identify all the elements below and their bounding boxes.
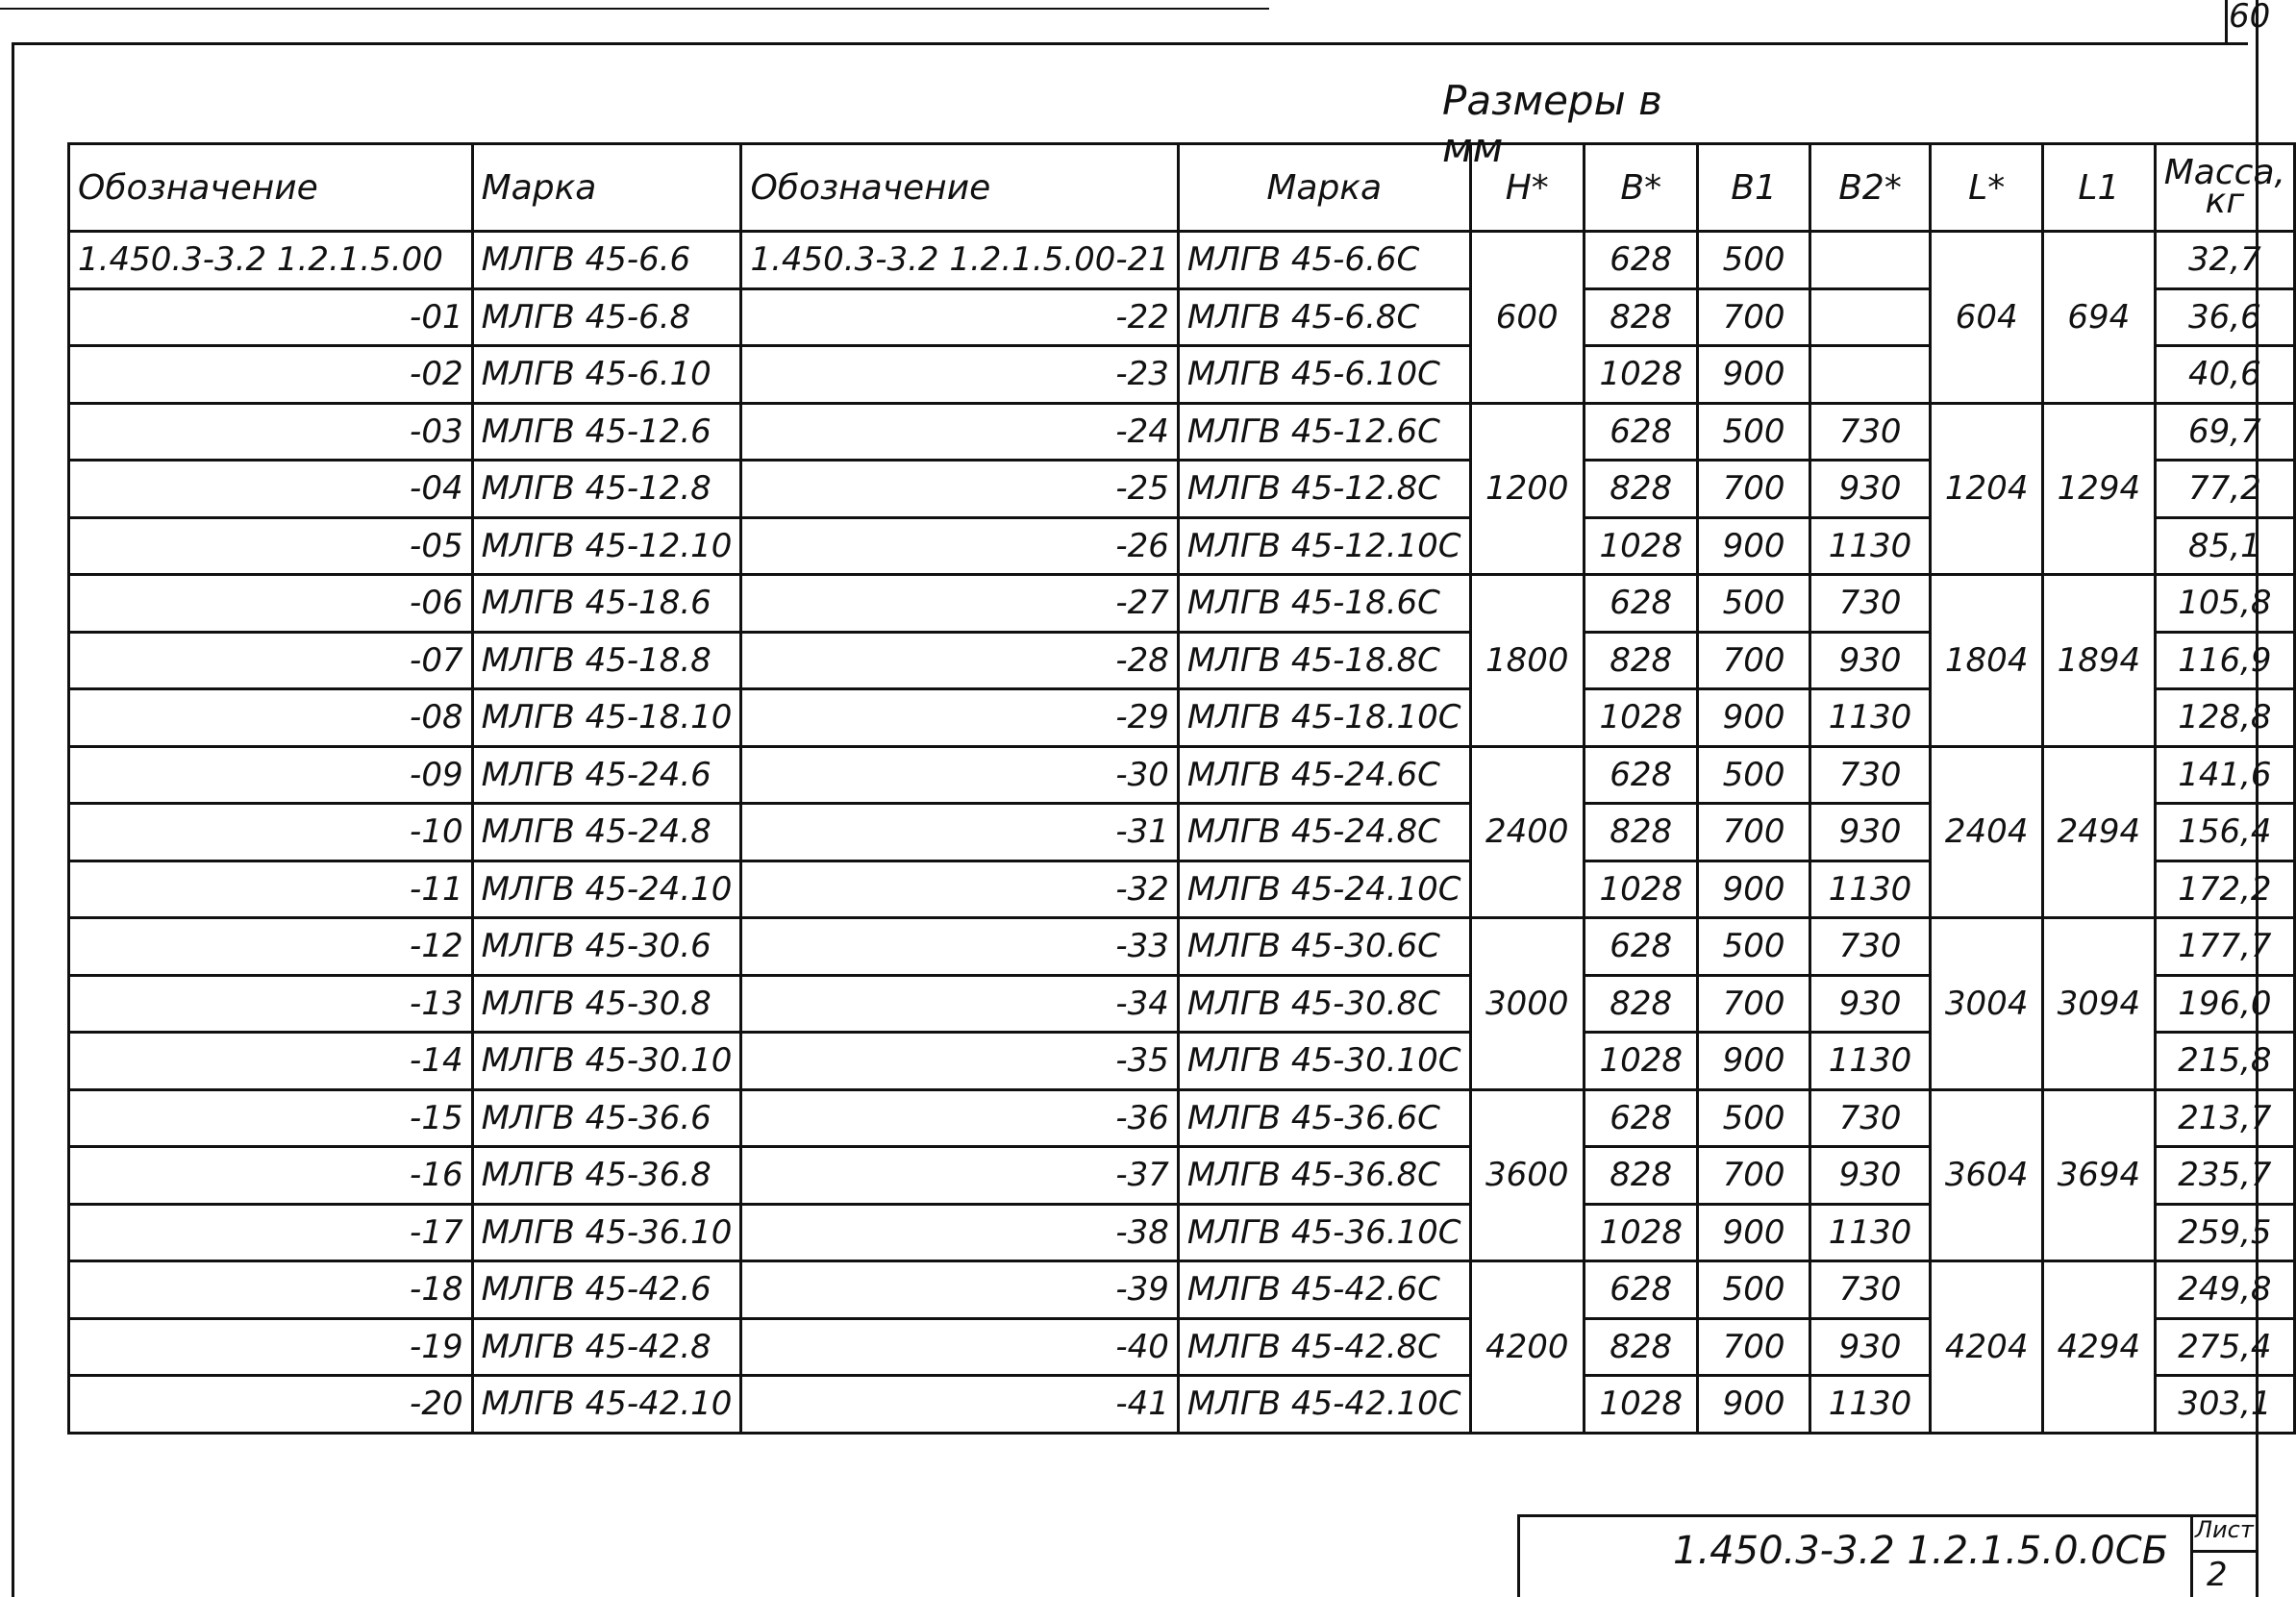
sheet-number: 2 xyxy=(2207,1556,2228,1594)
width-b1-cell: 900 xyxy=(1698,1204,1809,1261)
mass-cell: 303,1 xyxy=(2155,1376,2294,1434)
mass-cell: 40,6 xyxy=(2155,346,2294,404)
mass-cell: 141,6 xyxy=(2155,746,2294,804)
mark-cell: МЛГВ 45-18.10 xyxy=(472,689,741,747)
mass-cell: 36,6 xyxy=(2155,288,2294,346)
width-b-cell: 628 xyxy=(1585,403,1698,461)
header-h: H* xyxy=(1470,144,1584,232)
width-b1-cell: 900 xyxy=(1698,346,1809,404)
designation-cell-2: -26 xyxy=(741,517,1178,575)
designation-cell: 1.450.3-3.2 1.2.1.5.00 xyxy=(69,232,473,289)
header-designation-1: Обозначение xyxy=(69,144,473,232)
width-b-cell: 828 xyxy=(1585,1147,1698,1205)
header-b: B* xyxy=(1585,144,1698,232)
designation-cell-2: -41 xyxy=(741,1376,1178,1434)
width-b1-cell: 500 xyxy=(1698,1089,1809,1147)
mark-cell: МЛГВ 45-30.10 xyxy=(472,1033,741,1090)
mark-cell-2: МЛГВ 45-42.6С xyxy=(1178,1261,1470,1319)
designation-cell: -10 xyxy=(69,804,473,861)
designation-cell-2: -22 xyxy=(741,288,1178,346)
designation-cell: -04 xyxy=(69,461,473,518)
mass-cell: 85,1 xyxy=(2155,517,2294,575)
mark-cell: МЛГВ 45-6.10 xyxy=(472,346,741,404)
header-l: L* xyxy=(1931,144,2043,232)
mass-cell: 172,2 xyxy=(2155,861,2294,918)
height-h-cell: 3000 xyxy=(1470,918,1584,1090)
width-b2-cell xyxy=(1809,232,1931,289)
width-b-cell: 628 xyxy=(1585,575,1698,633)
mark-cell: МЛГВ 45-30.6 xyxy=(472,918,741,976)
width-b1-cell: 700 xyxy=(1698,975,1809,1033)
width-b2-cell: 1130 xyxy=(1809,517,1931,575)
length-l-cell: 604 xyxy=(1931,232,2043,404)
width-b-cell: 1028 xyxy=(1585,346,1698,404)
width-b1-cell: 500 xyxy=(1698,575,1809,633)
designation-cell: -16 xyxy=(69,1147,473,1205)
header-mark-2: Марка xyxy=(1178,144,1470,232)
mass-cell: 249,8 xyxy=(2155,1261,2294,1319)
header-mark-1: Марка xyxy=(472,144,741,232)
designation-cell: -05 xyxy=(69,517,473,575)
frame-top xyxy=(12,42,2248,45)
width-b-cell: 628 xyxy=(1585,918,1698,976)
mark-cell: МЛГВ 45-24.6 xyxy=(472,746,741,804)
width-b1-cell: 500 xyxy=(1698,1261,1809,1319)
width-b1-cell: 900 xyxy=(1698,1376,1809,1434)
width-b-cell: 828 xyxy=(1585,975,1698,1033)
mark-cell-2: МЛГВ 45-18.10С xyxy=(1178,689,1470,747)
width-b2-cell xyxy=(1809,288,1931,346)
length-l1-cell: 3094 xyxy=(2043,918,2156,1090)
mark-cell-2: МЛГВ 45-30.8С xyxy=(1178,975,1470,1033)
designation-cell: -15 xyxy=(69,1089,473,1147)
table-row xyxy=(69,1261,2295,1319)
top-rule xyxy=(0,8,1269,10)
mark-cell-2: МЛГВ 45-42.10С xyxy=(1178,1376,1470,1434)
sheet-label: Лист xyxy=(2195,1516,2254,1543)
width-b2-cell: 730 xyxy=(1809,918,1931,976)
width-b-cell: 828 xyxy=(1585,461,1698,518)
table-row xyxy=(69,575,2295,633)
width-b-cell: 1028 xyxy=(1585,1204,1698,1261)
width-b1-cell: 500 xyxy=(1698,918,1809,976)
designation-cell-2: -37 xyxy=(741,1147,1178,1205)
designation-cell-2: -36 xyxy=(741,1089,1178,1147)
mark-cell: МЛГВ 45-42.8 xyxy=(472,1318,741,1376)
mass-cell: 235,7 xyxy=(2155,1147,2294,1205)
mark-cell-2: МЛГВ 45-6.6С xyxy=(1178,232,1470,289)
length-l1-cell: 2494 xyxy=(2043,746,2156,918)
height-h-cell: 2400 xyxy=(1470,746,1584,918)
designation-cell: -19 xyxy=(69,1318,473,1376)
mass-cell: 177,7 xyxy=(2155,918,2294,976)
table-row xyxy=(69,403,2295,461)
width-b1-cell: 700 xyxy=(1698,632,1809,689)
designation-cell-2: -38 xyxy=(741,1204,1178,1261)
width-b2-cell: 930 xyxy=(1809,1318,1931,1376)
table-row xyxy=(69,1089,2295,1147)
mark-cell: МЛГВ 45-42.10 xyxy=(472,1376,741,1434)
table-row xyxy=(69,232,2295,289)
designation-cell: -08 xyxy=(69,689,473,747)
mass-cell: 213,7 xyxy=(2155,1089,2294,1147)
mass-cell: 77,2 xyxy=(2155,461,2294,518)
width-b-cell: 1028 xyxy=(1585,689,1698,747)
width-b-cell: 1028 xyxy=(1585,1033,1698,1090)
width-b1-cell: 700 xyxy=(1698,288,1809,346)
designation-cell-2: -30 xyxy=(741,746,1178,804)
mark-cell: МЛГВ 45-18.6 xyxy=(472,575,741,633)
designation-cell: -12 xyxy=(69,918,473,976)
designation-cell-2: -29 xyxy=(741,689,1178,747)
mass-cell: 32,7 xyxy=(2155,232,2294,289)
designation-cell-2: -34 xyxy=(741,975,1178,1033)
length-l-cell: 1204 xyxy=(1931,403,2043,575)
header-b2: B2* xyxy=(1809,144,1931,232)
mass-cell: 69,7 xyxy=(2155,403,2294,461)
width-b1-cell: 700 xyxy=(1698,1318,1809,1376)
width-b1-cell: 700 xyxy=(1698,1147,1809,1205)
designation-cell-2: -24 xyxy=(741,403,1178,461)
mark-cell-2: МЛГВ 45-18.8С xyxy=(1178,632,1470,689)
mark-cell-2: МЛГВ 45-24.8С xyxy=(1178,804,1470,861)
designation-cell: -18 xyxy=(69,1261,473,1319)
mark-cell: МЛГВ 45-12.6 xyxy=(472,403,741,461)
width-b-cell: 628 xyxy=(1585,232,1698,289)
mark-cell: МЛГВ 45-36.6 xyxy=(472,1089,741,1147)
width-b1-cell: 900 xyxy=(1698,517,1809,575)
width-b2-cell: 730 xyxy=(1809,1261,1931,1319)
designation-cell: -07 xyxy=(69,632,473,689)
width-b2-cell: 730 xyxy=(1809,1089,1931,1147)
width-b2-cell: 1130 xyxy=(1809,861,1931,918)
length-l-cell: 3004 xyxy=(1931,918,2043,1090)
designation-cell-2: -40 xyxy=(741,1318,1178,1376)
designation-cell: -06 xyxy=(69,575,473,633)
designation-cell: -14 xyxy=(69,1033,473,1090)
width-b1-cell: 500 xyxy=(1698,232,1809,289)
designation-cell: -11 xyxy=(69,861,473,918)
mark-cell-2: МЛГВ 45-6.10С xyxy=(1178,346,1470,404)
width-b-cell: 828 xyxy=(1585,632,1698,689)
header-l1: L1 xyxy=(2043,144,2156,232)
mass-cell: 259,5 xyxy=(2155,1204,2294,1261)
designation-cell: -03 xyxy=(69,403,473,461)
designation-cell-2: -35 xyxy=(741,1033,1178,1090)
length-l-cell: 1804 xyxy=(1931,575,2043,747)
width-b-cell: 1028 xyxy=(1585,861,1698,918)
width-b2-cell: 730 xyxy=(1809,575,1931,633)
height-h-cell: 1200 xyxy=(1470,403,1584,575)
width-b-cell: 1028 xyxy=(1585,517,1698,575)
designation-cell-2: -28 xyxy=(741,632,1178,689)
table-row xyxy=(69,918,2295,976)
mark-cell-2: МЛГВ 45-36.6С xyxy=(1178,1089,1470,1147)
height-h-cell: 600 xyxy=(1470,232,1584,404)
width-b1-cell: 900 xyxy=(1698,861,1809,918)
sizes-caption: Размеры в мм xyxy=(1442,77,1662,171)
mark-cell-2: МЛГВ 45-36.10С xyxy=(1178,1204,1470,1261)
mark-cell: МЛГВ 45-30.8 xyxy=(472,975,741,1033)
mark-cell-2: МЛГВ 45-42.8С xyxy=(1178,1318,1470,1376)
mark-cell: МЛГВ 45-6.8 xyxy=(472,288,741,346)
mark-cell: МЛГВ 45-42.6 xyxy=(472,1261,741,1319)
length-l1-cell: 3694 xyxy=(2043,1089,2156,1261)
width-b-cell: 628 xyxy=(1585,1261,1698,1319)
width-b2-cell: 1130 xyxy=(1809,1033,1931,1090)
mark-cell: МЛГВ 45-12.8 xyxy=(472,461,741,518)
page-number: 60 xyxy=(2229,0,2271,36)
designation-cell: -13 xyxy=(69,975,473,1033)
length-l1-cell: 694 xyxy=(2043,232,2156,404)
mark-cell-2: МЛГВ 45-24.10С xyxy=(1178,861,1470,918)
width-b2-cell: 930 xyxy=(1809,461,1931,518)
width-b2-cell: 930 xyxy=(1809,632,1931,689)
mark-cell-2: МЛГВ 45-30.6С xyxy=(1178,918,1470,976)
width-b1-cell: 500 xyxy=(1698,746,1809,804)
designation-cell: -09 xyxy=(69,746,473,804)
mark-cell-2: МЛГВ 45-12.6С xyxy=(1178,403,1470,461)
width-b-cell: 628 xyxy=(1585,1089,1698,1147)
width-b1-cell: 700 xyxy=(1698,461,1809,518)
width-b-cell: 1028 xyxy=(1585,1376,1698,1434)
mass-cell: 196,0 xyxy=(2155,975,2294,1033)
height-h-cell: 1800 xyxy=(1470,575,1584,747)
mark-cell-2: МЛГВ 45-36.8С xyxy=(1178,1147,1470,1205)
header-mass xyxy=(2155,144,2294,232)
designation-cell-2: -25 xyxy=(741,461,1178,518)
specification-table xyxy=(67,142,2296,1435)
document-code: 1.450.3-3.2 1.2.1.5.0.0СБ xyxy=(1673,1529,2169,1573)
designation-cell-2: -33 xyxy=(741,918,1178,976)
mark-cell: МЛГВ 45-6.6 xyxy=(472,232,741,289)
width-b-cell: 828 xyxy=(1585,1318,1698,1376)
width-b2-cell: 930 xyxy=(1809,975,1931,1033)
designation-cell-2: -23 xyxy=(741,346,1178,404)
mark-cell: МЛГВ 45-18.8 xyxy=(472,632,741,689)
mass-cell: 156,4 xyxy=(2155,804,2294,861)
mark-cell-2: МЛГВ 45-18.6С xyxy=(1178,575,1470,633)
page-number-box-left xyxy=(2225,0,2228,42)
header-mass-line2: кг xyxy=(2205,182,2245,221)
mass-cell: 105,8 xyxy=(2155,575,2294,633)
width-b2-cell: 730 xyxy=(1809,746,1931,804)
height-h-cell: 3600 xyxy=(1470,1089,1584,1261)
width-b1-cell: 900 xyxy=(1698,1033,1809,1090)
width-b2-cell: 930 xyxy=(1809,804,1931,861)
width-b-cell: 828 xyxy=(1585,804,1698,861)
width-b2-cell: 1130 xyxy=(1809,1204,1931,1261)
designation-cell-2: -27 xyxy=(741,575,1178,633)
mark-cell-2: МЛГВ 45-12.10С xyxy=(1178,517,1470,575)
specification-table-body xyxy=(69,144,2295,1434)
width-b2-cell: 1130 xyxy=(1809,689,1931,747)
designation-cell-2: -32 xyxy=(741,861,1178,918)
mark-cell: МЛГВ 45-12.10 xyxy=(472,517,741,575)
mass-cell: 215,8 xyxy=(2155,1033,2294,1090)
width-b2-cell: 1130 xyxy=(1809,1376,1931,1434)
header-mass-line1: Масса, xyxy=(2163,153,2285,192)
mark-cell: МЛГВ 45-24.10 xyxy=(472,861,741,918)
width-b2-cell xyxy=(1809,346,1931,404)
mass-cell: 128,8 xyxy=(2155,689,2294,747)
table-row xyxy=(69,746,2295,804)
width-b-cell: 628 xyxy=(1585,746,1698,804)
length-l1-cell: 4294 xyxy=(2043,1261,2156,1434)
sheet-cell-divider xyxy=(2190,1550,2256,1553)
designation-cell-2: 1.450.3-3.2 1.2.1.5.00-21 xyxy=(741,232,1178,289)
mass-cell: 116,9 xyxy=(2155,632,2294,689)
designation-cell: -17 xyxy=(69,1204,473,1261)
mark-cell-2: МЛГВ 45-12.8С xyxy=(1178,461,1470,518)
designation-cell: -20 xyxy=(69,1376,473,1434)
mark-cell: МЛГВ 45-36.8 xyxy=(472,1147,741,1205)
width-b2-cell: 730 xyxy=(1809,403,1931,461)
designation-cell-2: -39 xyxy=(741,1261,1178,1319)
length-l-cell: 2404 xyxy=(1931,746,2043,918)
height-h-cell: 4200 xyxy=(1470,1261,1584,1434)
header-b1: B1 xyxy=(1698,144,1809,232)
width-b1-cell: 700 xyxy=(1698,804,1809,861)
length-l-cell: 3604 xyxy=(1931,1089,2043,1261)
width-b1-cell: 900 xyxy=(1698,689,1809,747)
designation-cell: -02 xyxy=(69,346,473,404)
mark-cell-2: МЛГВ 45-6.8С xyxy=(1178,288,1470,346)
frame-left xyxy=(12,42,14,1597)
table-header-row xyxy=(69,144,2295,232)
mark-cell: МЛГВ 45-36.10 xyxy=(472,1204,741,1261)
designation-cell: -01 xyxy=(69,288,473,346)
width-b2-cell: 930 xyxy=(1809,1147,1931,1205)
width-b1-cell: 500 xyxy=(1698,403,1809,461)
designation-cell-2: -31 xyxy=(741,804,1178,861)
header-designation-2: Обозначение xyxy=(741,144,1178,232)
length-l-cell: 4204 xyxy=(1931,1261,2043,1434)
mark-cell-2: МЛГВ 45-30.10С xyxy=(1178,1033,1470,1090)
mark-cell: МЛГВ 45-24.8 xyxy=(472,804,741,861)
length-l1-cell: 1294 xyxy=(2043,403,2156,575)
length-l1-cell: 1894 xyxy=(2043,575,2156,747)
mark-cell-2: МЛГВ 45-24.6С xyxy=(1178,746,1470,804)
width-b-cell: 828 xyxy=(1585,288,1698,346)
mass-cell: 275,4 xyxy=(2155,1318,2294,1376)
